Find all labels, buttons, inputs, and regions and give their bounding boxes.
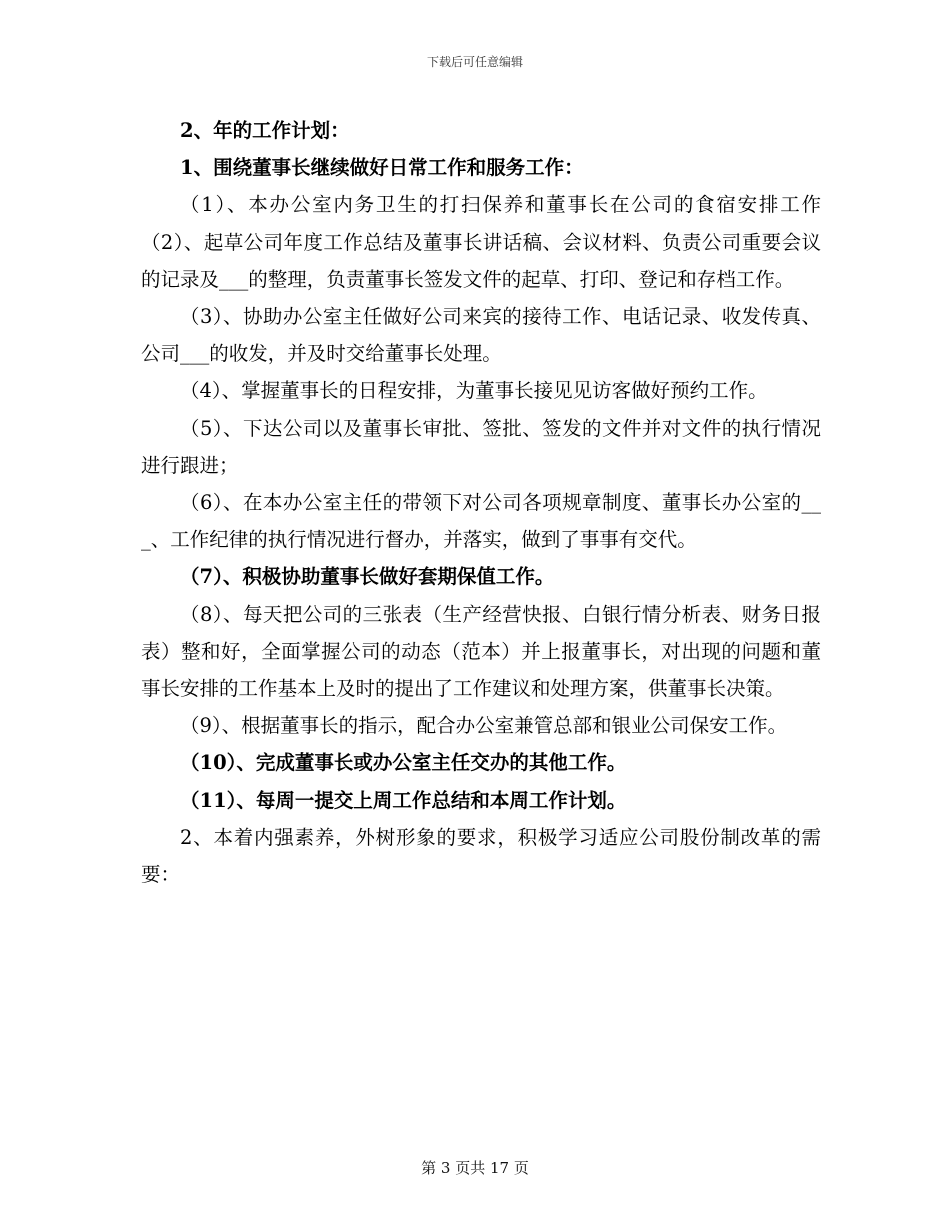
paragraph-item-8: （8）、每天把公司的三张表（生产经营快报、白银行情分析表、财务日报表）整和好，全面掌握公司的动态（范本）并上报董事长，对出现的问题和董事长安排的工作基本上及时的提出了工作建议和处理方案，供董事长决策。 (141, 602, 821, 701)
paragraph-item-3: （3）、协助办公室主任做好公司来宾的接待工作、电话记录、收发传真、公司___的收发，并及时交给董事长处理。 (141, 305, 821, 366)
subsection-heading: 1、围绕董事长继续做好日常工作和服务工作： (180, 156, 584, 180)
paragraph-item-7: （7）、积极协助董事长做好套期保值工作。 (180, 565, 555, 589)
paragraph-item-1: （1）、本办公室内务卫生的打扫保养和董事长在公司的食宿安排工作（2）、起草公司年度工作总结及董事长讲话稿、会议材料、负责公司重要会议的记录及___的整理，负责董事长签发文件的起草、打印、登记和存档工作。 (141, 193, 821, 291)
document-body (141, 112, 821, 893)
paragraph-section-2: 2、本着内强素养，外树形象的要求，积极学习适应公司股份制改革的需要： (141, 825, 821, 887)
paragraph-item-10: （10）、完成董事长或办公室主任交办的其他工作。 (180, 751, 627, 775)
page-header: 下载后可任意编辑 (426, 55, 523, 69)
paragraph-item-4: （4）、掌握董事长的日程安排，为董事长接见见访客做好预约工作。 (180, 379, 768, 403)
paragraph-item-6: （6）、在本办公室主任的带领下对公司各项规章制度、董事长办公室的___、工作纪律的执行情况进行督办，并落实，做到了事事有交代。 (141, 491, 821, 552)
page-number-footer: 第 3 页共 17 页 (421, 1159, 529, 1177)
paragraph-item-11: （11）、每周一提交上周工作总结和本周工作计划。 (180, 788, 627, 812)
paragraph-item-5: （5）、下达公司以及董事长审批、签批、签发的文件并对文件的执行情况进行跟进； (141, 416, 821, 477)
paragraph-item-9: （9）、根据董事长的指示，配合办公室兼管总部和银业公司保安工作。 (180, 714, 788, 738)
section-heading: 2、年的工作计划： (180, 119, 350, 142)
